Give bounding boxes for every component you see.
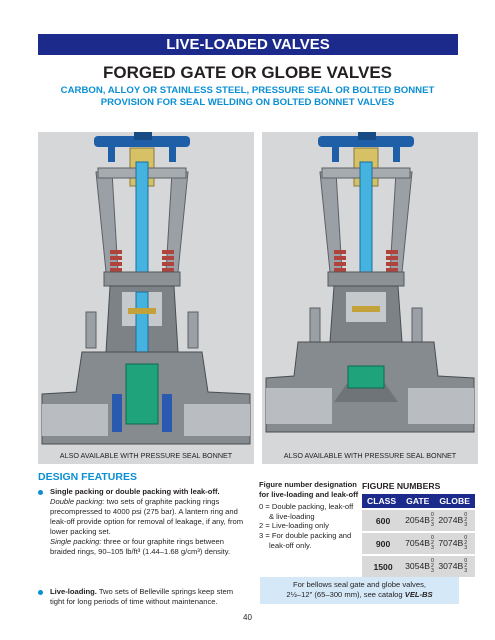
gate-valve-illustration (38, 132, 254, 464)
option-superscript: 0 2 3 (464, 512, 468, 528)
class-cell: 900 (362, 532, 401, 555)
option-superscript: 0 2 3 (431, 535, 434, 551)
option-superscript: 0 2 3 (464, 558, 468, 574)
feature-live-loading-title: Live-loading. (50, 587, 97, 596)
option-superscript: 0 2 3 (431, 558, 434, 574)
gate-wedge (126, 364, 158, 424)
option-superscript: 0 2 3 (464, 535, 468, 551)
column-header: GATE (401, 494, 434, 509)
feature-live-loading-text: Two sets of Belleville springs keep stem tight for long periods of time without maintenance. (50, 587, 234, 606)
subtitle-line-2: PROVISION FOR SEAL WELDING ON BOLTED BONNET VALVES (100, 97, 395, 108)
catalog-reference: VEL-BS (404, 590, 433, 599)
left-image-caption: ALSO AVAILABLE WITH PRESSURE SEAL BONNET (59, 451, 233, 460)
column-header: GLOBE (434, 494, 475, 509)
page-title: FORGED GATE OR GLOBE VALVES (102, 63, 393, 82)
gate-cell: 2054B0 2 3 (401, 509, 434, 532)
feature-live-loading (38, 587, 248, 607)
table-row (362, 532, 475, 555)
option-superscript: 0 2 3 (431, 512, 434, 528)
bellows-seal-note (260, 577, 459, 604)
section-banner: LIVE-LOADED VALVES (38, 34, 458, 55)
globe-valve-illustration (262, 132, 478, 464)
globe-valve-cutaway-drawing (262, 132, 478, 464)
figure-note-item-2: 2 = Live-loading only (259, 521, 329, 531)
bellows-line-1: For bellows seal gate and globe valves, (293, 580, 426, 589)
column-header: CLASS (362, 494, 401, 509)
table-row (362, 509, 475, 532)
figure-numbers-table (362, 494, 475, 577)
globe-cell: 3074B0 2 3 (434, 555, 475, 577)
figure-note-item-0: 0 = Double packing, leak-off & live-loading (259, 502, 354, 521)
bellows-line-2: 2½–12" (65–300 mm), see catalog (286, 590, 403, 599)
single-packing-label: Single packing: (50, 537, 102, 546)
subtitle-line-1: CARBON, ALLOY OR STAINLESS STEEL, PRESSURE SEAL OR BOLTED BONNET (60, 85, 435, 96)
gate-cell: 3054B0 2 3 (401, 555, 434, 577)
right-image-caption: ALSO AVAILABLE WITH PRESSURE SEAL BONNET (283, 451, 457, 460)
feature-packing-title: Single packing or double packing with leak-off. (50, 487, 220, 496)
figure-note-heading: Figure number designation for live-loading and leak-off (259, 480, 359, 499)
figure-number-note (259, 480, 359, 550)
double-packing-text: two sets of graphite packing rings precompressed to 4000 psi (275 bar). A lantern ring and leak-off provide option for removal of leakage, if any, from lower packing set. (50, 497, 244, 536)
gate-cell: 7054B0 2 3 (401, 532, 434, 555)
class-cell: 1500 (362, 555, 401, 577)
table-row (362, 555, 475, 577)
feature-packing (38, 487, 248, 557)
figure-numbers-heading: FIGURE NUMBERS (362, 481, 441, 491)
single-packing-text: three or four graphite rings between braided rings, 90–105 lb/ft³ (1.44–1.68 g/cm³) density. (50, 537, 231, 556)
page-number: 40 (243, 613, 252, 622)
class-cell: 600 (362, 509, 401, 532)
gate-valve-cutaway-drawing (38, 132, 254, 464)
globe-cell: 7074B0 2 3 (434, 532, 475, 555)
globe-disc (348, 366, 384, 388)
bullet-dot (38, 590, 43, 595)
double-packing-label: Double packing: (50, 497, 105, 506)
figure-note-item-3: 3 = For double packing and leak-off only. (259, 530, 352, 550)
globe-cell: 2074B0 2 3 (434, 509, 475, 532)
design-features-heading: DESIGN FEATURES (38, 471, 137, 483)
bullet-dot (38, 490, 43, 495)
